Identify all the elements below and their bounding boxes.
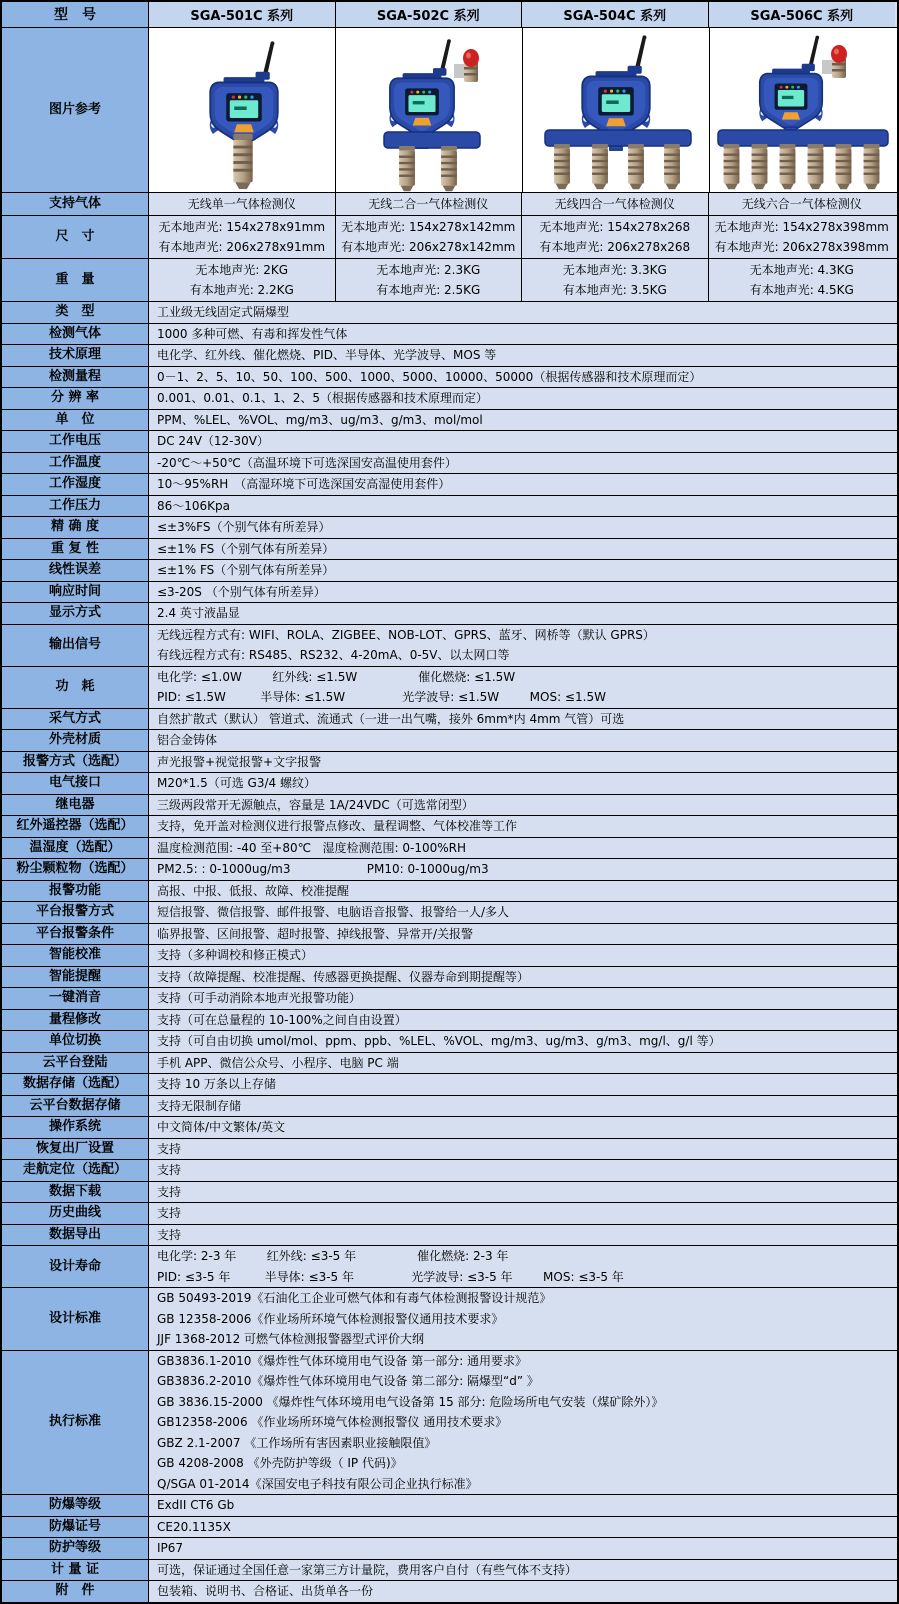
spec-value-line: JJF 1368-2012 可燃气体检测报警器型式评价大纲 — [157, 1332, 425, 1346]
spec-row — [2, 302, 897, 324]
gas-value-text: 无线二合一气体检测仪 — [368, 197, 489, 211]
gas-value-text: 无线四合一气体检测仪 — [554, 197, 675, 211]
spec-row — [2, 1139, 897, 1161]
spec-value — [149, 838, 897, 859]
spec-row — [2, 881, 897, 903]
spec-row — [2, 988, 897, 1010]
weight-value — [336, 259, 523, 301]
image-reference-row — [2, 28, 897, 193]
spec-row — [2, 496, 897, 518]
spec-row — [2, 539, 897, 561]
size-line: 无本地声光: 154x278x91mm — [158, 220, 326, 234]
spec-value-line: 支持，免开盖对检测仪进行报警点修改、量程调整、气体校准等工作 — [157, 819, 518, 833]
spec-value — [149, 603, 897, 624]
spec-value — [149, 431, 897, 452]
spec-value-line: ≤±3%FS（个别气体有所差异） — [157, 520, 331, 534]
spec-value — [149, 560, 897, 581]
device-image-sga-501c — [149, 30, 335, 192]
weight-value — [522, 259, 709, 301]
spec-value-line: ≤±1% FS（个别气体有所差异） — [157, 541, 335, 556]
spec-value-line: 电化学: ≤1.0W 红外线: ≤1.5W 催化燃烧: ≤1.5W — [157, 669, 516, 684]
spec-label: 类 型 — [2, 302, 149, 323]
spec-label: 防爆证号 — [2, 1517, 149, 1538]
size-value — [336, 216, 523, 258]
spec-label: 一键消音 — [2, 988, 149, 1009]
spec-label: 恢复出厂设置 — [2, 1139, 149, 1160]
weight-row — [2, 259, 897, 302]
spec-label: 云平台数据存储 — [2, 1096, 149, 1117]
spec-label: 云平台登陆 — [2, 1053, 149, 1074]
spec-value-line: IP67 — [157, 1541, 184, 1555]
spec-value-line: 有线远程方式有: RS485、RS232、4-20mA、0-5V、以太网口等 — [157, 648, 510, 662]
image-cell-sga-504c — [523, 28, 710, 192]
spec-value — [149, 667, 897, 708]
spec-value-line: -20℃～+50℃（高温环境下可选深国安高温使用套件） — [157, 455, 457, 470]
size-value — [709, 216, 896, 258]
spec-value-line: 支持（可自由切换 umol/mol、ppm、ppb、%LEL、%VOL、mg/m3、ug/m3、g/m3、mg/l、g/l 等） — [157, 1034, 721, 1048]
gas-value-text: 无线单一气体检测仪 — [187, 197, 296, 211]
spec-value — [149, 988, 897, 1009]
spec-value-line: PM2.5: : 0-1000ug/m3 PM10: 0-1000ug/m3 — [157, 862, 489, 876]
spec-value-line: PPM、%LEL、%VOL、mg/m3、ug/m3、g/m3、mol/mol — [157, 412, 483, 427]
spec-row — [2, 1560, 897, 1582]
spec-value — [149, 1053, 897, 1074]
spec-label: 防护等级 — [2, 1538, 149, 1559]
spec-value — [149, 1560, 897, 1581]
spec-value-line: GB 50493-2019《石油化工企业可燃气体和有毒气体检测报警设计规范》 — [157, 1291, 552, 1305]
spec-value — [149, 496, 897, 517]
spec-row — [2, 1246, 897, 1288]
image-cell-sga-502c — [336, 28, 523, 192]
spec-value — [149, 539, 897, 560]
spec-value — [149, 582, 897, 603]
spec-row — [2, 453, 897, 475]
spec-value-line: 支持 — [157, 1163, 182, 1177]
gas-value-text: 无线六合一气体检测仪 — [741, 197, 862, 211]
spec-row — [2, 1538, 897, 1560]
spec-row — [2, 410, 897, 432]
spec-label: 输出信号 — [2, 625, 149, 666]
spec-value-line: 支持 — [157, 1227, 182, 1242]
spec-value-line: GB 3836.15-2000 《爆炸性气体环境用电气设备第 15 部分: 危险场所电气安装（煤矿除外）》 — [157, 1394, 664, 1409]
spec-label: 平台报警条件 — [2, 924, 149, 945]
spec-value-line: M20*1.5（可选 G3/4 螺纹） — [157, 776, 316, 790]
gas-value — [709, 193, 896, 215]
weight-line: 无本地声光: 3.3KG — [562, 263, 667, 277]
spec-label: 响应时间 — [2, 582, 149, 603]
model-header-sga-501c: SGA-501C 系列 — [149, 2, 336, 27]
weight-line: 无本地声光: 2KG — [195, 263, 289, 277]
spec-row — [2, 1203, 897, 1225]
spec-value-line: 支持 — [157, 1184, 182, 1199]
spec-row — [2, 730, 897, 752]
size-row-label: 尺 寸 — [2, 216, 149, 258]
device-image-sga-506c — [710, 30, 896, 192]
spec-label: 报警功能 — [2, 881, 149, 902]
spec-row — [2, 517, 897, 539]
spec-value — [149, 730, 897, 751]
spec-label: 执行标准 — [2, 1351, 149, 1495]
image-cell-sga-501c — [149, 28, 336, 192]
spec-value-line: 高报、中报、低报、故障、校准提醒 — [157, 883, 350, 898]
spec-value — [149, 752, 897, 773]
spec-row — [2, 1351, 897, 1496]
spec-value-line: 1000 多种可燃、有毒和挥发性气体 — [157, 326, 348, 341]
weight-line: 有本地声光: 4.5KG — [749, 283, 854, 297]
spec-row — [2, 924, 897, 946]
model-header-sga-504c: SGA-504C 系列 — [522, 2, 709, 27]
spec-label: 单 位 — [2, 410, 149, 431]
spec-value — [149, 302, 897, 323]
spec-row — [2, 1160, 897, 1182]
spec-value — [149, 945, 897, 966]
spec-row — [2, 1581, 897, 1602]
spec-value — [149, 453, 897, 474]
spec-value-line: 自然扩散式（默认） 管道式、流通式（一进一出气嘴，接外 6mm*内 4mm 气管）可选 — [157, 711, 625, 726]
spec-value-line: 10～95%RH （高湿环境下可选深国安高湿使用套件） — [157, 477, 451, 491]
spec-label: 防爆等级 — [2, 1495, 149, 1516]
spec-value-line: 支持 — [157, 1141, 182, 1156]
gas-value — [336, 193, 523, 215]
weight-line: 无本地声光: 2.3KG — [376, 263, 481, 277]
spec-label: 设计标准 — [2, 1288, 149, 1350]
spec-row — [2, 582, 897, 604]
spec-row — [2, 603, 897, 625]
spec-row — [2, 474, 897, 496]
spec-value-line: ExdII CT6 Gb — [157, 1498, 235, 1512]
spec-label: 数据导出 — [2, 1225, 149, 1246]
spec-label: 继电器 — [2, 795, 149, 816]
spec-value — [149, 324, 897, 345]
spec-label: 设计寿命 — [2, 1246, 149, 1287]
spec-value-line: 铝合金铸体 — [157, 733, 218, 747]
spec-value-line: PID: ≤3-5 年 半导体: ≤3-5 年 光学波导: ≤3-5 年 MOS: ≤3-5 年 — [157, 1269, 624, 1284]
spec-label: 工作电压 — [2, 431, 149, 452]
spec-value — [149, 709, 897, 730]
spec-value-line: 手机 APP、微信公众号、小程序、电脑 PC 端 — [157, 1055, 399, 1070]
spec-label: 重 复 性 — [2, 539, 149, 560]
spec-row — [2, 324, 897, 346]
spec-row — [2, 1096, 897, 1118]
spec-value-line: GBZ 2.1-2007 《工作场所有害因素职业接触限值》 — [157, 1435, 437, 1450]
spec-label: 平台报警方式 — [2, 902, 149, 923]
spec-value-line: 包装箱、说明书、合格证、出货单各一份 — [157, 1584, 374, 1598]
spec-value — [149, 1117, 897, 1138]
spec-row — [2, 367, 897, 389]
spec-row — [2, 838, 897, 860]
spec-value-line: 临界报警、区间报警、超时报警、掉线报警、异常开/关报警 — [157, 926, 474, 941]
size-line: 有本地声光: 206x278x91mm — [158, 240, 326, 254]
spec-label: 功 耗 — [2, 667, 149, 708]
spec-value — [149, 1246, 897, 1287]
size-line: 有本地声光: 206x278x398mm — [714, 240, 889, 254]
spec-label: 采气方式 — [2, 709, 149, 730]
spec-value-line: 电化学: 2-3 年 红外线: ≤3-5 年 催化燃烧: 2-3 年 — [157, 1249, 509, 1263]
spec-value — [149, 773, 897, 794]
spec-label: 技术原理 — [2, 345, 149, 366]
spec-label: 粉尘颗粒物（选配） — [2, 859, 149, 880]
spec-value — [149, 1203, 897, 1224]
weight-line: 无本地声光: 4.3KG — [749, 263, 854, 277]
spec-row — [2, 1495, 897, 1517]
spec-label: 操作系统 — [2, 1117, 149, 1138]
spec-value-line: 86～106Kpa — [157, 498, 231, 513]
weight-row-label: 重 量 — [2, 259, 149, 301]
spec-value — [149, 1160, 897, 1181]
spec-label: 检测气体 — [2, 324, 149, 345]
spec-row — [2, 345, 897, 367]
spec-value — [149, 1139, 897, 1160]
spec-value — [149, 924, 897, 945]
spec-label: 附 件 — [2, 1581, 149, 1602]
spec-row — [2, 1225, 897, 1247]
spec-row — [2, 1117, 897, 1139]
spec-label: 线性误差 — [2, 560, 149, 581]
spec-label: 智能校准 — [2, 945, 149, 966]
size-row — [2, 216, 897, 259]
image-cell-sga-506c — [710, 28, 897, 192]
spec-value — [149, 1581, 897, 1602]
spec-value — [149, 517, 897, 538]
spec-value — [149, 625, 897, 666]
model-header-sga-502c: SGA-502C 系列 — [336, 2, 523, 27]
spec-value-line: GB3836.2-2010《爆炸性气体环境用电气设备 第二部分: 隔爆型“d” 》 — [157, 1374, 539, 1388]
spec-row — [2, 709, 897, 731]
spec-value-line: ≤±1% FS（个别气体有所差异） — [157, 563, 335, 577]
spec-label: 温湿度（选配） — [2, 838, 149, 859]
spec-row — [2, 560, 897, 582]
spec-value-line: 支持（故障提醒、校准提醒、传感器更换提醒、仪器寿命到期提醒等） — [157, 969, 530, 984]
spec-label: 数据存储（选配） — [2, 1074, 149, 1095]
spec-value — [149, 795, 897, 816]
spec-label: 工作压力 — [2, 496, 149, 517]
spec-value-line: 支持（可手动消除本地声光报警功能） — [157, 991, 362, 1005]
spec-label: 外壳材质 — [2, 730, 149, 751]
spec-label: 分 辨 率 — [2, 388, 149, 409]
spec-row — [2, 1288, 897, 1351]
spec-row — [2, 1031, 897, 1053]
spec-value — [149, 345, 897, 366]
spec-row — [2, 773, 897, 795]
spec-row — [2, 816, 897, 838]
gas-row-label: 支持气体 — [2, 193, 149, 215]
spec-row — [2, 902, 897, 924]
size-line: 有本地声光: 206x278x268 — [539, 240, 691, 254]
spec-label: 显示方式 — [2, 603, 149, 624]
spec-row — [2, 1010, 897, 1032]
device-image-sga-504c — [523, 30, 709, 192]
spec-value — [149, 1538, 897, 1559]
size-line: 无本地声光: 154x278x268 — [539, 220, 691, 234]
spec-value-line: CE20.1135X — [157, 1519, 231, 1534]
spec-value — [149, 902, 897, 923]
spec-row — [2, 795, 897, 817]
spec-row — [2, 1182, 897, 1204]
image-row-label: 图片参考 — [2, 28, 149, 192]
spec-value — [149, 1031, 897, 1052]
spec-label: 电气接口 — [2, 773, 149, 794]
spec-value — [149, 474, 897, 495]
spec-value — [149, 967, 897, 988]
spec-value-line: ≤3-20S （个别气体有所差异） — [157, 584, 326, 599]
spec-value-line: GB3836.1-2010《爆炸性气体环境用电气设备 第一部分: 通用要求》 — [157, 1353, 528, 1368]
spec-value — [149, 1096, 897, 1117]
size-value — [522, 216, 709, 258]
spec-label: 智能提醒 — [2, 967, 149, 988]
spec-value-line: 支持（多种调校和修正模式） — [157, 948, 314, 962]
spec-row — [2, 752, 897, 774]
gas-value — [149, 193, 336, 215]
spec-value — [149, 367, 897, 388]
spec-label: 单位切换 — [2, 1031, 149, 1052]
gas-value — [522, 193, 709, 215]
spec-value-line: Q/SGA 01-2014《深国安电子科技有限公司企业执行标准》 — [157, 1476, 478, 1491]
spec-row — [2, 1053, 897, 1075]
spec-label: 数据下载 — [2, 1182, 149, 1203]
weight-value — [149, 259, 336, 301]
table-header-row — [2, 2, 897, 28]
spec-label: 走航定位（选配） — [2, 1160, 149, 1181]
spec-value — [149, 1351, 897, 1495]
supported-gas-row — [2, 193, 897, 216]
spec-value-line: 中文简体/中文繁体/英文 — [157, 1120, 286, 1134]
size-line: 有本地声光: 206x278x142mm — [341, 240, 516, 254]
spec-value — [149, 816, 897, 837]
spec-row — [2, 667, 897, 709]
spec-row — [2, 967, 897, 989]
spec-value — [149, 388, 897, 409]
spec-value-line: DC 24V（12-30V） — [157, 434, 269, 448]
spec-value-line: 工业级无线固定式隔爆型 — [157, 305, 290, 319]
device-image-sga-502c — [336, 30, 522, 192]
spec-value — [149, 881, 897, 902]
spec-value-line: GB 12358-2006《作业场所环境气体检测报警仪通用技术要求》 — [157, 1311, 504, 1326]
spec-label: 历史曲线 — [2, 1203, 149, 1224]
spec-value-line: 支持（可在总量程的 10-100%之间自由设置） — [157, 1012, 407, 1027]
spec-value-line: 三级两段常开无源触点，容量是 1A/24VDC（可选常闭型） — [157, 797, 474, 812]
model-header-sga-506c: SGA-506C 系列 — [709, 2, 896, 27]
spec-label: 报警方式（选配） — [2, 752, 149, 773]
weight-line: 有本地声光: 2.2KG — [189, 283, 294, 297]
spec-row — [2, 431, 897, 453]
weight-line: 有本地声光: 3.5KG — [562, 283, 667, 297]
spec-value-line: 电化学、红外线、催化燃烧、PID、半导体、光学波导、MOS 等 — [157, 348, 497, 362]
spec-label: 红外遥控器（选配） — [2, 816, 149, 837]
size-line: 无本地声光: 154x278x142mm — [341, 220, 516, 234]
spec-row — [2, 388, 897, 410]
spec-value — [149, 1010, 897, 1031]
spec-rows-section — [2, 302, 897, 1602]
spec-label: 工作湿度 — [2, 474, 149, 495]
spec-row — [2, 945, 897, 967]
spec-label: 精 确 度 — [2, 517, 149, 538]
spec-value-line: 支持 10 万条以上存储 — [157, 1077, 276, 1091]
spec-value-line: 声光报警+视觉报警+文字报警 — [157, 754, 322, 769]
spec-value — [149, 1225, 897, 1246]
size-value — [149, 216, 336, 258]
spec-value-line: 温度检测范围: -40 至+80℃ 湿度检测范围: 0-100%RH — [157, 840, 467, 855]
spec-label: 量程修改 — [2, 1010, 149, 1031]
spec-value — [149, 1495, 897, 1516]
weight-value — [709, 259, 896, 301]
spec-value — [149, 1074, 897, 1095]
spec-value — [149, 410, 897, 431]
spec-value — [149, 1182, 897, 1203]
spec-value-line: 支持 — [157, 1206, 182, 1220]
spec-value-line: 可选，保证通过全国任意一家第三方计量院，费用客户自付（有些气体不支持） — [157, 1562, 578, 1577]
spec-value-line: 0.001、0.01、0.1、1、2、5（根据传感器和技术原理而定） — [157, 391, 489, 405]
spec-value-line: 短信报警、微信报警、邮件报警、电脑语音报警、报警给一人/多人 — [157, 905, 510, 919]
spec-value-line: PID: ≤1.5W 半导体: ≤1.5W 光学波导: ≤1.5W MOS: ≤1.5W — [157, 690, 606, 704]
spec-value — [149, 1288, 897, 1350]
spec-value — [149, 859, 897, 880]
spec-value-line: GB 4208-2008 《外壳防护等级（ IP 代码)》 — [157, 1456, 403, 1470]
spec-label: 检测量程 — [2, 367, 149, 388]
spec-value-line: 无线远程方式有: WIFI、ROLA、ZIGBEE、NOB-LOT、GPRS、蓝牙、网桥等（默认 GPRS） — [157, 627, 655, 642]
weight-line: 有本地声光: 2.5KG — [376, 283, 481, 297]
spec-label: 计 量 证 — [2, 1560, 149, 1581]
spec-value-line: 0－1、2、5、10、50、100、500、1000、5000、10000、50000（根据传感器和技术原理而定） — [157, 369, 702, 384]
spec-row — [2, 859, 897, 881]
spec-value-line: 支持无限制存储 — [157, 1098, 242, 1113]
spec-row — [2, 1517, 897, 1539]
spec-row — [2, 625, 897, 667]
spec-value-line: GB12358-2006 《作业场所环境气体检测报警仪 通用技术要求》 — [157, 1415, 508, 1429]
spec-label: 工作温度 — [2, 453, 149, 474]
spec-value — [149, 1517, 897, 1538]
spec-value-line: 2.4 英寸液晶显 — [157, 606, 240, 620]
size-line: 无本地声光: 154x278x398mm — [714, 220, 889, 234]
model-row-label: 型 号 — [2, 2, 149, 27]
spec-row — [2, 1074, 897, 1096]
